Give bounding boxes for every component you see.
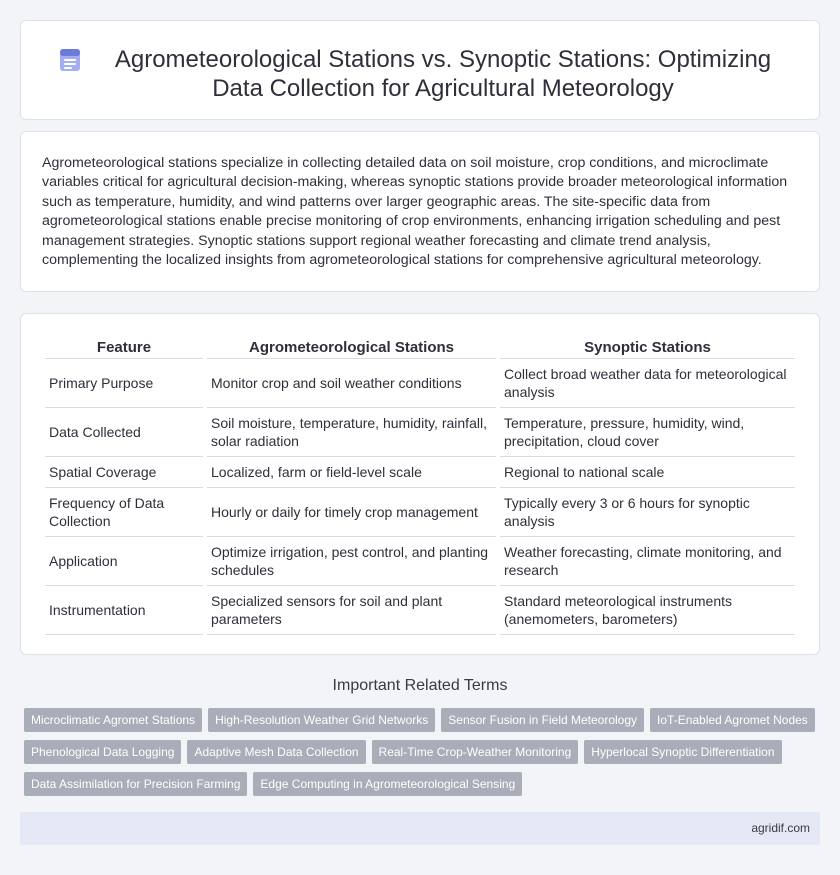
table-row [45, 457, 795, 488]
related-terms-title: Important Related Terms [332, 677, 508, 694]
related-terms-list [24, 708, 824, 804]
table-header-row [45, 333, 795, 359]
table-row [45, 488, 795, 537]
summary-card [20, 131, 820, 292]
related-term-tag[interactable]: Data Assimilation for Precision Farming [24, 772, 247, 796]
table-row [45, 408, 795, 457]
comparison-table-card [20, 313, 820, 655]
document-icon [57, 47, 83, 73]
title-wrap [21, 45, 819, 103]
table-cell: Data Collected [45, 408, 203, 457]
table-cell: Monitor crop and soil weather conditions [207, 359, 496, 408]
related-term-tag[interactable]: Real-Time Crop-Weather Monitoring [372, 740, 579, 764]
table-cell: Primary Purpose [45, 359, 203, 408]
table-cell: Spatial Coverage [45, 457, 203, 488]
footer-bar [20, 812, 820, 845]
table-cell: Hourly or daily for timely crop management [207, 488, 496, 537]
table-cell: Soil moisture, temperature, humidity, rainfall, solar radiation [207, 408, 496, 457]
summary-text: Agrometeorological stations specialize in collecting detailed data on soil moisture, crop conditions, and microclimate variables critical for agricultural decision-making, whereas synoptic stations provide broader meteorological information such as temperature, humidity, and wind patterns over larger geographic areas. The site-specific data from agrometeorological stations enable precise monitoring of crop environments, enhancing irrigation scheduling and pest management strategies. Synoptic stations support regional weather forecasting and climate trend analysis, complementing the localized insights from agrometeorological stations for comprehensive agricultural meteorology. [42, 155, 788, 269]
table-cell: Frequency of Data Collection [45, 488, 203, 537]
related-term-tag[interactable]: Phenological Data Logging [24, 740, 181, 764]
related-term-tag[interactable]: High-Resolution Weather Grid Networks [208, 708, 435, 732]
related-term-tag[interactable]: Microclimatic Agromet Stations [24, 708, 202, 732]
table-row [45, 537, 795, 586]
table-cell: Optimize irrigation, pest control, and planting schedules [207, 537, 496, 586]
related-term-tag[interactable]: IoT-Enabled Agromet Nodes [650, 708, 815, 732]
page-title: Agrometeorological Stations vs. Synoptic Stations: Optimizing Data Collection for Agricultural Meteorology [114, 46, 772, 102]
header-synoptic: Synoptic Stations [500, 333, 795, 359]
table-cell: Specialized sensors for soil and plant parameters [207, 586, 496, 635]
table-cell: Temperature, pressure, humidity, wind, precipitation, cloud cover [500, 408, 795, 457]
table-cell: Application [45, 537, 203, 586]
table-cell: Typically every 3 or 6 hours for synoptic analysis [500, 488, 795, 537]
related-term-tag[interactable]: Edge Computing in Agrometeorological Sensing [253, 772, 522, 796]
header-card [20, 20, 820, 120]
table-cell: Collect broad weather data for meteorological analysis [500, 359, 795, 408]
related-term-tag[interactable]: Sensor Fusion in Field Meteorology [441, 708, 644, 732]
related-term-tag[interactable]: Hyperlocal Synoptic Differentiation [584, 740, 781, 764]
table-row [45, 586, 795, 635]
table-cell: Localized, farm or field-level scale [207, 457, 496, 488]
footer-site-link[interactable]: agridif.com [751, 821, 810, 835]
header-agromet: Agrometeorological Stations [207, 333, 496, 359]
table-cell: Standard meteorological instruments (anemometers, barometers) [500, 586, 795, 635]
table-cell: Regional to national scale [500, 457, 795, 488]
table-cell: Weather forecasting, climate monitoring, and research [500, 537, 795, 586]
comparison-table [41, 333, 799, 635]
table-row [45, 359, 795, 408]
header-feature: Feature [45, 333, 203, 359]
related-term-tag[interactable]: Adaptive Mesh Data Collection [187, 740, 365, 764]
table-cell: Instrumentation [45, 586, 203, 635]
